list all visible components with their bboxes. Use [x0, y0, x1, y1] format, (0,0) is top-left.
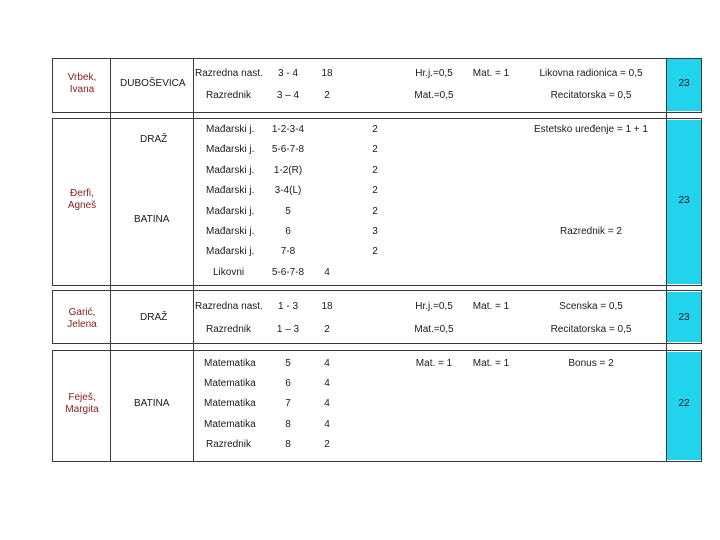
hours-cell: 2 [324, 90, 330, 101]
extra-cell: Mat. = 1 [415, 358, 453, 369]
extra-cell: Hr.j.=0,5 [415, 301, 453, 312]
total-cell: 22 [678, 398, 690, 409]
hours-cell: 2 [372, 165, 378, 176]
grades-cell: 5-6-7-8 [271, 267, 305, 278]
hours-cell: 4 [324, 267, 330, 278]
hours-cell: 2 [372, 206, 378, 217]
grades-cell: 1-2(R) [273, 165, 303, 176]
hours-cell: 3 [372, 226, 378, 237]
sep-school [193, 58, 194, 462]
hours-cell: 2 [372, 144, 378, 155]
grades-cell: 7-8 [280, 246, 296, 257]
total-cell: 23 [678, 195, 690, 206]
grades-cell: 3-4(L) [274, 185, 302, 196]
activity-cell: Bonus = 2 [568, 358, 614, 369]
total-cell: 23 [678, 312, 690, 323]
grades-cell: 8 [285, 439, 291, 450]
subject-cell: Mađarski j. [206, 206, 255, 217]
grades-cell: 7 [285, 398, 291, 409]
teacher-name: Vrbek, Ivana [67, 72, 97, 95]
subject-cell: Razrednik [206, 439, 252, 450]
sep-teacher [110, 58, 111, 462]
school-name: BATINA [134, 214, 170, 225]
school-name: DRAŽ [140, 134, 168, 145]
grades-cell: 6 [285, 378, 291, 389]
extra-cell: Mat. = 1 [472, 358, 510, 369]
school-name: BATINA [134, 398, 170, 409]
subject-cell: Mađarski j. [206, 226, 255, 237]
extra-cell: Mat.=0,5 [414, 90, 454, 101]
hours-cell: 2 [324, 324, 330, 335]
activity-cell: Recitatorska = 0,5 [550, 90, 632, 101]
hours-cell: 2 [372, 124, 378, 135]
grades-cell: 5-6-7-8 [271, 144, 305, 155]
subject-cell: Mađarski j. [206, 246, 255, 257]
hours-cell: 18 [321, 301, 333, 312]
hours-cell: 18 [321, 68, 333, 79]
subject-cell: Matematika [204, 398, 256, 409]
subject-cell: Matematika [204, 419, 256, 430]
grades-cell: 5 [285, 206, 291, 217]
subject-cell: Matematika [204, 358, 256, 369]
grades-cell: 1 – 3 [276, 324, 300, 335]
subject-cell: Likovni [213, 267, 245, 278]
total-cell: 23 [678, 78, 690, 89]
grades-cell: 3 - 4 [277, 68, 299, 79]
school-name: DUBOŠEVICA [120, 78, 186, 89]
grades-cell: 1-2-3-4 [271, 124, 305, 135]
activity-cell: Scenska = 0,5 [559, 301, 623, 312]
subject-cell: Mađarski j. [206, 124, 255, 135]
teacher-name: Feješ, Margita [65, 392, 99, 415]
subject-cell: Mađarski j. [206, 165, 255, 176]
subject-cell: Razredna nast. [195, 301, 263, 312]
hours-cell: 2 [324, 439, 330, 450]
hours-cell: 2 [372, 185, 378, 196]
hours-cell: 4 [324, 419, 330, 430]
extra-cell: Mat.=0,5 [414, 324, 454, 335]
grades-cell: 5 [285, 358, 291, 369]
hours-cell: 4 [324, 378, 330, 389]
grades-cell: 6 [285, 226, 291, 237]
extra-cell: Hr.j.=0,5 [415, 68, 453, 79]
grades-cell: 3 – 4 [276, 90, 300, 101]
extra-cell: Mat. = 1 [472, 301, 510, 312]
subject-cell: Razredna nast. [195, 68, 263, 79]
hours-cell: 4 [324, 398, 330, 409]
activity-cell: Razrednik = 2 [560, 226, 622, 237]
hours-cell: 4 [324, 358, 330, 369]
subject-cell: Mađarski j. [206, 144, 255, 155]
teacher-name: Đerfi, Agneš [67, 188, 97, 211]
sep-total [666, 58, 667, 462]
activity-cell: Likovna radionica = 0,5 [539, 68, 643, 79]
subject-cell: Mađarski j. [206, 185, 255, 196]
subject-cell: Razrednik [206, 324, 252, 335]
grades-cell: 1 - 3 [277, 301, 299, 312]
activity-cell: Estetsko uređenje = 1 + 1 [534, 124, 648, 135]
subject-cell: Matematika [204, 378, 256, 389]
activity-cell: Recitatorska = 0,5 [550, 324, 632, 335]
hours-cell: 2 [372, 246, 378, 257]
grades-cell: 8 [285, 419, 291, 430]
teacher-name: Garić, Jelena [67, 307, 97, 330]
school-name: DRAŽ [140, 312, 168, 323]
extra-cell: Mat. = 1 [472, 68, 510, 79]
subject-cell: Razrednik [206, 90, 252, 101]
